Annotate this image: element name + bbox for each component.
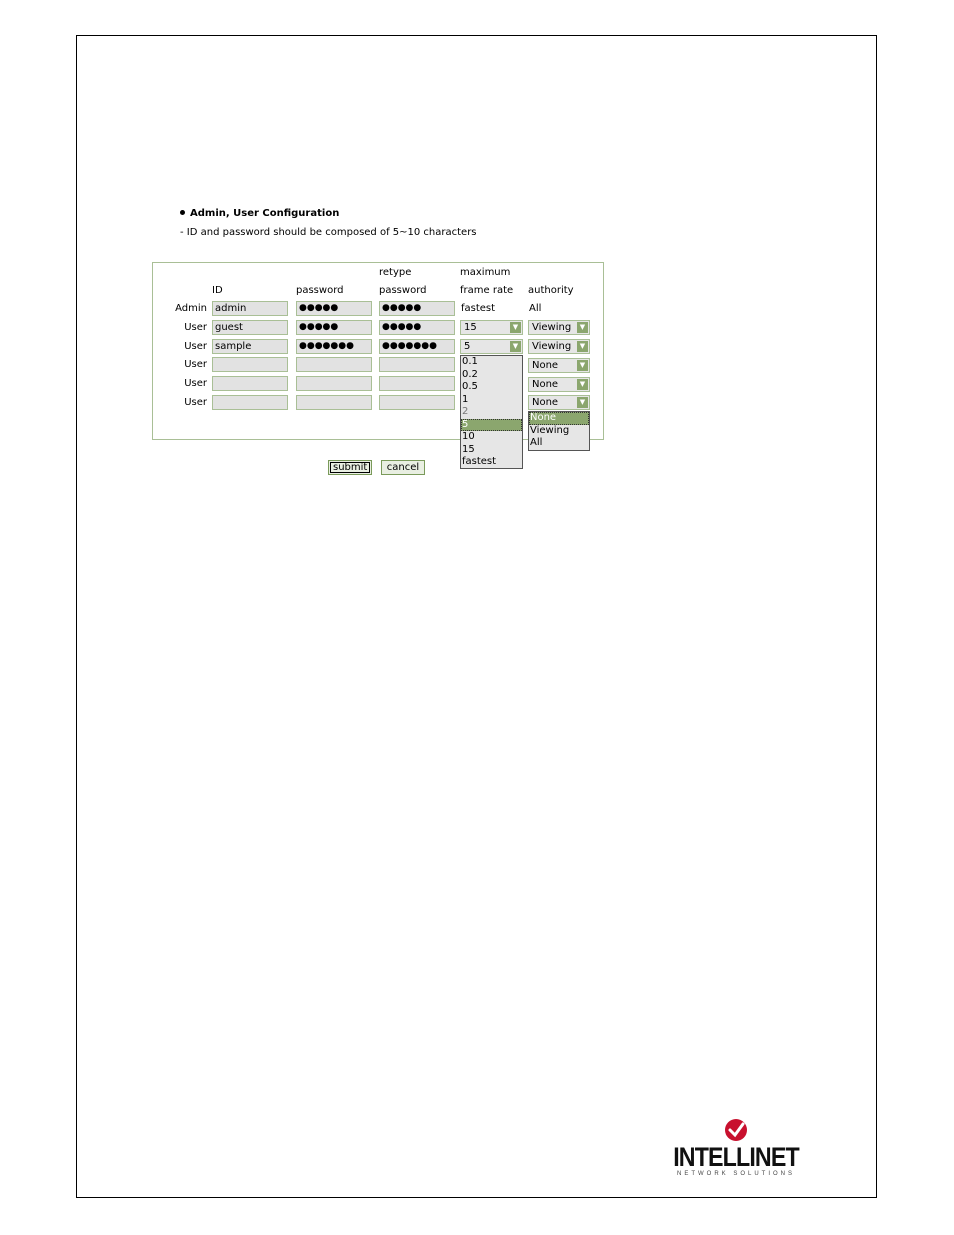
section-title-text: Admin, User Configuration (190, 208, 340, 219)
row-label-user: User (184, 359, 207, 370)
admin-password-input[interactable]: ●●●●● (296, 301, 372, 316)
header-retype: retype (379, 267, 412, 278)
user-3-password-input[interactable] (296, 357, 372, 372)
chevron-down-icon[interactable]: ▼ (577, 360, 588, 371)
section-title (180, 208, 339, 219)
frame-rate-option[interactable]: 0.2 (462, 368, 478, 380)
user-2-password-input[interactable]: ●●●●●●● (296, 339, 372, 354)
chevron-down-icon[interactable]: ▼ (577, 322, 588, 333)
frame-rate-option[interactable]: 1 (462, 393, 469, 405)
user-1-id-input[interactable]: guest (212, 320, 288, 335)
header-authority: authority (528, 285, 574, 296)
frame-rate-option-selected[interactable]: 5 (461, 419, 522, 432)
user-2-retype-input[interactable]: ●●●●●●● (379, 339, 455, 354)
chevron-down-icon[interactable]: ▼ (577, 397, 588, 408)
user-1-authority-select[interactable] (528, 320, 590, 335)
user-3-authority-value: None (532, 360, 559, 371)
user-3-authority-select[interactable] (528, 358, 590, 373)
frame-rate-option[interactable]: 0.1 (462, 356, 478, 367)
user-1-password-input[interactable]: ●●●●● (296, 320, 372, 335)
bullet-icon (180, 210, 185, 215)
user-5-authority-value: None (532, 397, 559, 408)
chevron-down-icon[interactable]: ▼ (510, 341, 521, 352)
row-label-user: User (184, 378, 207, 389)
user-5-id-input[interactable] (212, 395, 288, 410)
frame-rate-option[interactable]: 15 (462, 443, 475, 455)
user-4-authority-select[interactable] (528, 377, 590, 392)
user-1-retype-input[interactable]: ●●●●● (379, 320, 455, 335)
user-5-retype-input[interactable] (379, 395, 455, 410)
user-4-authority-value: None (532, 379, 559, 390)
frame-rate-dropdown-list (460, 355, 523, 469)
admin-id-input[interactable]: admin (212, 301, 288, 316)
user-1-frame-rate-value: 15 (464, 322, 477, 333)
user-1-authority-value: Viewing (532, 322, 572, 333)
user-2-frame-rate-select[interactable] (460, 339, 523, 354)
user-2-id-input[interactable]: sample (212, 339, 288, 354)
user-2-frame-rate-value: 5 (464, 341, 471, 352)
header-maximum: maximum (460, 267, 511, 278)
row-label-user: User (184, 397, 207, 408)
frame-rate-option[interactable]: fastest (462, 456, 497, 467)
user-2-authority-select[interactable] (528, 339, 590, 354)
authority-option-selected[interactable]: None (529, 412, 589, 425)
header-id: ID (212, 285, 223, 296)
admin-authority: All (529, 303, 542, 314)
header-retype-password: password (379, 285, 427, 296)
chevron-down-icon[interactable]: ▼ (577, 341, 588, 352)
authority-option[interactable]: Viewing (530, 424, 570, 436)
frame-rate-option[interactable]: 2 (462, 406, 469, 417)
user-4-id-input[interactable] (212, 376, 288, 391)
section-note: - ID and password should be composed of 5~10 characters (180, 227, 477, 238)
user-1-frame-rate-select[interactable] (460, 320, 523, 335)
user-3-id-input[interactable] (212, 357, 288, 372)
row-label-user: User (184, 341, 207, 352)
authority-dropdown-list (528, 411, 590, 451)
logo-tagline: NETWORK SOLUTIONS (676, 1171, 795, 1177)
user-4-password-input[interactable] (296, 376, 372, 391)
frame-rate-option[interactable]: 10 (462, 431, 475, 442)
row-label-user: User (184, 322, 207, 333)
user-3-retype-input[interactable] (379, 357, 455, 372)
chevron-down-icon[interactable]: ▼ (577, 379, 588, 390)
row-label-admin: Admin (175, 303, 207, 314)
admin-retype-input[interactable]: ●●●●● (379, 301, 455, 316)
user-2-authority-value: Viewing (532, 341, 572, 352)
authority-option[interactable]: All (530, 437, 543, 448)
user-5-password-input[interactable] (296, 395, 372, 410)
cancel-button[interactable]: cancel (381, 460, 425, 475)
chevron-down-icon[interactable]: ▼ (510, 322, 521, 333)
header-password: password (296, 285, 344, 296)
user-5-authority-select[interactable] (528, 395, 590, 410)
intellinet-logo (660, 1118, 812, 1182)
admin-frame-rate: fastest (461, 303, 496, 314)
frame-rate-option[interactable]: 0.5 (462, 381, 478, 392)
header-frame-rate: frame rate (460, 285, 514, 296)
submit-button[interactable]: submit (328, 460, 372, 475)
user-4-retype-input[interactable] (379, 376, 455, 391)
logo-brand: INTELLINET (673, 1142, 799, 1172)
